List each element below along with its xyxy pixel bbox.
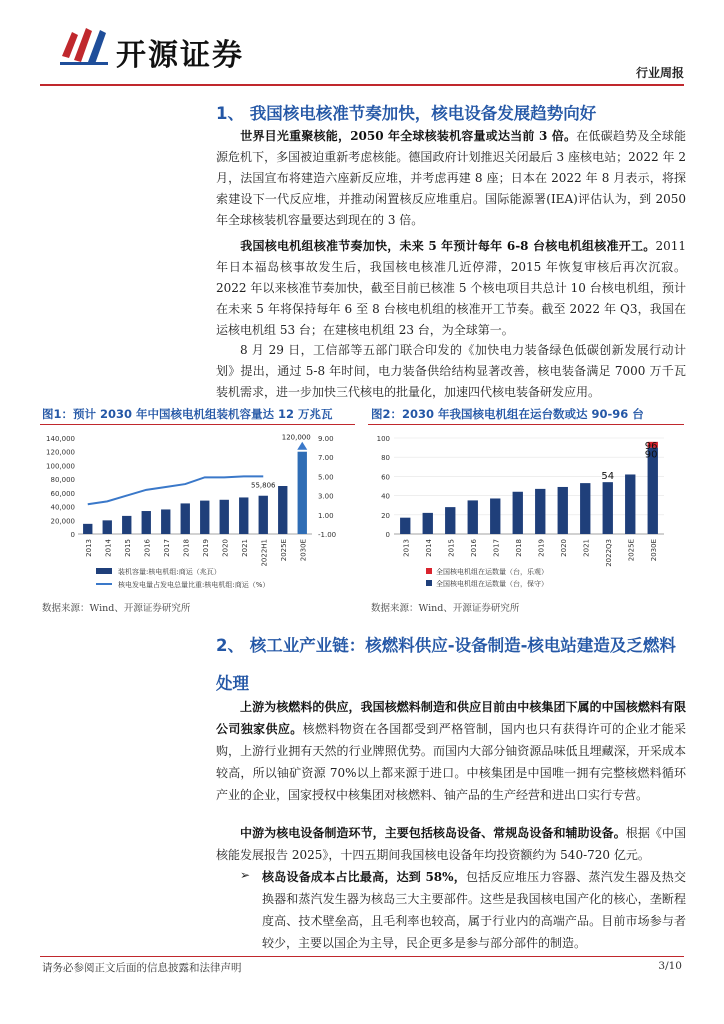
y2-tick-label: -1.00 — [318, 531, 337, 539]
y-tick-label: 140,000 — [46, 435, 75, 443]
y-tick-label: 0 — [70, 531, 75, 539]
y-tick-label: 80 — [381, 454, 390, 463]
bullet-arrow-icon: ➢ — [240, 868, 251, 882]
bullet-bold: 核岛设备成本占比最高，达到 58%， — [262, 870, 467, 884]
data-label: 54 — [601, 471, 615, 483]
bar — [580, 483, 590, 534]
p1-bold: 世界目光重聚核能，2050 年全球核装机容量或达当前 3 倍。 — [240, 129, 577, 143]
bar — [423, 513, 433, 534]
y2-tick-label: 1.00 — [318, 511, 334, 520]
company-logo — [58, 22, 112, 68]
x-tick-label: 2017 — [492, 539, 501, 557]
x-tick-label: 2014 — [424, 539, 433, 557]
data-label: 55,806 — [251, 481, 276, 490]
bullet-rest: 包括反应堆压力容器、蒸汽发生器及热交换器和蒸汽发生器为核岛三大主要部件。这些是我国核电国产化的核心，垄断程度高、技术壁垒高，且毛利率也较高，属于行业内的高端产品。目前市场参与者较少，主要以国企为主导，民企更多是参与部分部件的制造。 — [262, 870, 686, 950]
section2-heading-line2: 处理 — [216, 674, 249, 693]
p1-rest: 在低碳趋势及全球能源危机下，多国被迫重新考虑核能。德国政府计划推迟关闭最后 3 座核电站；2022 年 2 月，法国宣布将建造六座新反应堆，并考虑再建 8 座；日本在 2022 年 8 月表示，将探索建设下一代反应堆，并推动闲置核反应堆重启。国际能源署(IEA)评估认为，到 2050 年全球核装机容量要达到现在的 3 倍。 — [216, 129, 686, 227]
footer-page-number: 3/10 — [658, 960, 682, 972]
y-tick-label: 100,000 — [46, 462, 75, 471]
header-divider — [40, 84, 684, 86]
bar — [142, 511, 151, 534]
x-tick-label: 2018 — [182, 539, 191, 557]
fig2-chart — [368, 428, 684, 594]
bar — [445, 507, 455, 534]
doc-type: 行业周报 — [635, 66, 684, 80]
fig1-title: 图1：预计 2030 年中国核电机组装机容量达 12 万兆瓦 — [42, 407, 333, 421]
x-tick-label: 2025E — [627, 539, 636, 562]
bar — [103, 520, 112, 534]
x-tick-label: 2030E — [649, 539, 658, 562]
legend-swatch — [96, 568, 112, 574]
bar — [535, 489, 545, 534]
bar — [468, 500, 478, 534]
section2-paragraph-1 — [216, 696, 686, 806]
bar — [239, 497, 248, 534]
x-tick-label: 2016 — [143, 539, 152, 557]
y2-tick-label: 7.00 — [318, 454, 334, 463]
section1-heading: 1、 我国核电核准节奏加快，核电设备发展趋势向好 — [216, 104, 597, 123]
x-tick-label: 2015 — [447, 539, 456, 557]
y-tick-label: 60 — [381, 473, 390, 482]
s2p1-rest: 核燃料物资在各国都受到严格管制，国内也只有获得许可的企业才能采购，上游行业拥有天然的行业牌照优势。而国内大部分铀资源品味低且埋藏深，开采成本较高，所以铀矿资源 70%以上都来源于进口。中核集团是中国唯一拥有完整核燃料循环产业的企业，国家授权中核集团对核燃料、铀产品的生产经营和进出口实行专营。 — [216, 722, 686, 802]
x-tick-label: 2016 — [469, 539, 478, 557]
bar — [278, 486, 287, 534]
bar — [200, 501, 209, 534]
s2p2-bold: 中游为核电设备制造环节，主要包括核岛设备、常规岛设备和辅助设备。 — [240, 826, 626, 840]
fig1-title-divider — [40, 424, 355, 425]
fig1-chart — [40, 428, 356, 594]
legend-swatch — [426, 580, 432, 586]
bar — [259, 496, 268, 534]
bar — [220, 500, 229, 534]
data-label: 90 — [644, 449, 658, 461]
section2-bullet — [262, 866, 686, 954]
section1-paragraph-1 — [216, 126, 686, 231]
footer-disclaimer: 请务必参阅正文后面的信息披露和法律声明 — [42, 962, 242, 974]
y-tick-label: 0 — [385, 531, 390, 539]
legend-label: 装机容量:核电机组:商运（兆瓦） — [118, 568, 221, 576]
p2-bold: 我国核电机组核准节奏加快，未来 5 年预计每年 6-8 台核电机组核准开工。 — [240, 239, 656, 253]
series-line — [88, 476, 264, 504]
p3-text: 8 月 29 日，工信部等五部门联合印发的《加快电力装备绿色低碳创新发展行动计划》提出，通过 5-8 年时间，电力装备供给结构显著改善，核电装备满足 7000 万千瓦装机需求，进一步加快三代核电的批量化，加速四代核电装备研发应用。 — [216, 343, 686, 399]
x-tick-label: 2013 — [402, 539, 411, 557]
s2p2-rest: 根据《中国核能发展报告 2025》，十四五期间我国核电设备年均投资额约为 540-720 亿元。 — [216, 826, 686, 862]
y-tick-label: 100 — [376, 435, 390, 443]
x-tick-label: 2021 — [240, 539, 249, 557]
section2-paragraph-2 — [216, 822, 686, 866]
legend-label: 核电发电量占发电总量比重:核电机组:商运（%） — [118, 581, 270, 589]
legend-label: 全国核电机组在运数量（台，保守） — [436, 580, 548, 588]
x-tick-label: 2030E — [299, 539, 308, 562]
bar — [625, 474, 635, 534]
x-tick-label: 2015 — [123, 539, 132, 557]
bar — [298, 452, 307, 534]
y-tick-label: 60,000 — [50, 489, 75, 498]
x-tick-label: 2017 — [162, 539, 171, 557]
footer-divider — [40, 956, 684, 957]
y-tick-label: 40,000 — [50, 503, 75, 512]
bar — [490, 498, 500, 534]
x-tick-label: 2025E — [279, 539, 288, 562]
bar — [603, 482, 613, 534]
x-tick-label: 2014 — [104, 539, 113, 557]
y-tick-label: 20,000 — [50, 517, 75, 526]
fig1-source: 数据来源：Wind、开源证券研究所 — [42, 603, 191, 614]
bar — [400, 518, 410, 534]
y2-tick-label: 9.00 — [318, 435, 334, 443]
fig2-title: 图2：2030 年我国核电机组在运台数或达 90-96 台 — [371, 407, 644, 421]
section1-paragraph-3 — [216, 340, 686, 403]
data-label: 120,000 — [281, 433, 311, 442]
x-tick-label: 2022Q3 — [604, 539, 613, 567]
bar — [181, 503, 190, 534]
y-tick-label: 20 — [381, 511, 390, 520]
x-tick-label: 2020 — [559, 539, 568, 557]
bar — [558, 487, 568, 534]
p2-rest: 2011 年日本福岛核事故发生后，我国核电核准几近停滞，2015 年恢复审核后再次沉寂。2022 年以来核准节奏加快，截至目前已核准 5 个核电项目共总计 10 台核电机组，预计在未来 5 年将保持每年 6 至 8 台核电机组的核准开工节奏。截至 2022 年 Q3，我国在运核电机组 53 台；在建核电机组 23 台，为全球第一。 — [216, 239, 686, 337]
arrow-marker — [297, 442, 307, 450]
legend-swatch — [426, 568, 432, 574]
section2-heading-line1: 2、 核工业产业链：核燃料供应-设备制造-核电站建造及乏燃料 — [216, 636, 676, 655]
bar — [83, 524, 92, 534]
data-label: 96 — [644, 440, 658, 452]
y-tick-label: 80,000 — [50, 476, 75, 485]
legend-label: 全国核电机组在运数量（台，乐观） — [436, 568, 548, 576]
company-name: 开源证券 — [116, 38, 244, 73]
x-tick-label: 2019 — [537, 539, 546, 557]
s2p1-bold: 上游为核燃料的供应，我国核燃料制造和供应目前由中核集团下属的中国核燃料有限公司独家供应。 — [216, 700, 686, 736]
bar — [513, 492, 523, 534]
y2-tick-label: 5.00 — [318, 473, 334, 482]
y-tick-label: 40 — [381, 492, 390, 501]
x-tick-label: 2020 — [221, 539, 230, 557]
y-tick-label: 120,000 — [46, 448, 75, 457]
bar — [161, 509, 170, 534]
section1-paragraph-2 — [216, 236, 686, 341]
x-tick-label: 2021 — [582, 539, 591, 557]
x-tick-label: 2013 — [84, 539, 93, 557]
y2-tick-label: 3.00 — [318, 492, 334, 501]
x-tick-label: 2018 — [514, 539, 523, 557]
fig2-title-divider — [368, 424, 684, 425]
x-tick-label: 2019 — [201, 539, 210, 557]
bar — [122, 516, 131, 534]
fig2-source: 数据来源：Wind、开源证券研究所 — [371, 603, 520, 614]
x-tick-label: 2022H1 — [260, 539, 269, 567]
